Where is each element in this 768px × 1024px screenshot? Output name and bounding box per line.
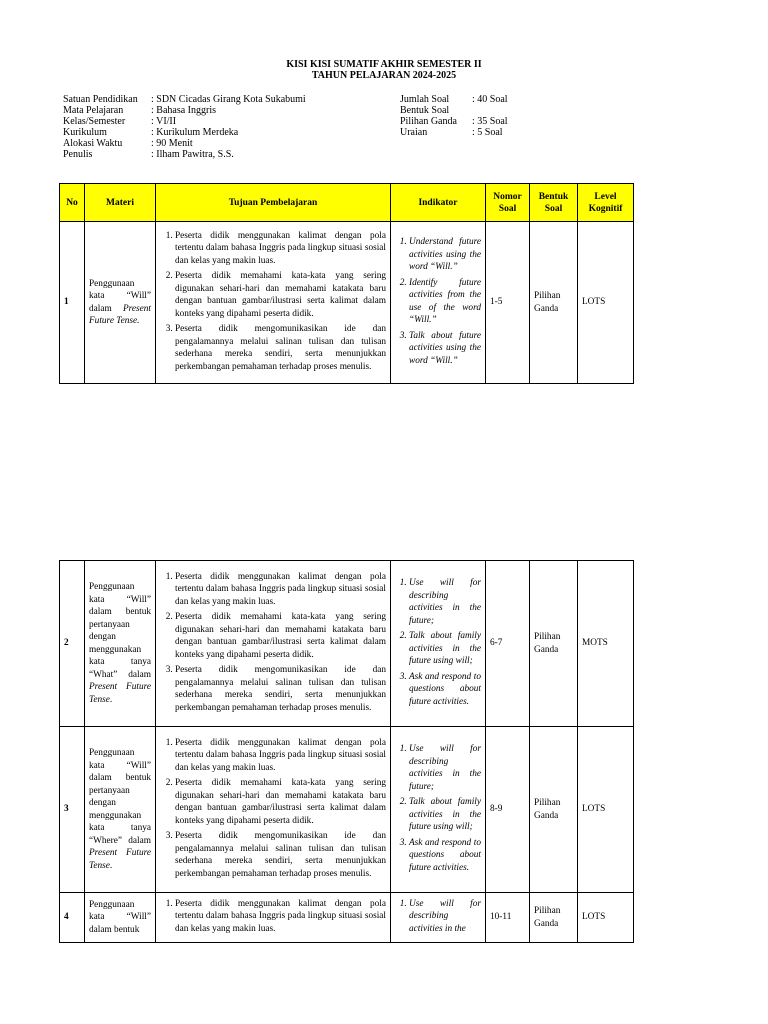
row-tujuan — [156, 561, 391, 727]
indikator-item: 2. Talk about family activities in the future using will; — [409, 630, 481, 668]
tujuan-item: 3. Peserta didik mengomunikasikan ide dan pengalamannya melalui salinan tulisan dan tulisan sederhana mereka sendiri, serta menunjukkan perkembangan pemahaman terhadap proses menulis. — [175, 664, 386, 714]
row-indikator — [391, 727, 486, 893]
row-level-kognitif: LOTS — [578, 893, 634, 943]
row-level-kognitif: LOTS — [578, 222, 634, 384]
info-label: Bentuk Soal — [400, 105, 450, 116]
tujuan-item: 3. Peserta didik mengomunikasikan ide dan pengalamannya melalui salinan tulisan dan tulisan sederhana mereka sendiri, serta menunjukkan perkembangan pemahaman terhadap proses menulis. — [175, 323, 386, 373]
row-no: 1 — [60, 222, 85, 384]
row-nomor-soal: 8-9 — [486, 727, 530, 893]
indikator-item: 2. Talk about family activities in the future using will; — [409, 796, 481, 834]
info-label: Alokasi Waktu — [63, 138, 123, 149]
row-bentuk-soal: Pilihan Ganda — [530, 222, 578, 384]
row-indikator — [391, 893, 486, 943]
info-value: : Bahasa Inggris — [151, 105, 216, 116]
info-label: Satuan Pendidikan — [63, 94, 138, 105]
table-row — [60, 561, 634, 727]
tujuan-item: 1. Peserta didik menggunakan kalimat dengan pola tertentu dalam bahasa Inggris pada lingkup situasi sosial dan kelas yang makin luas. — [175, 898, 386, 936]
info-value: : Ilham Pawitra, S.S. — [151, 149, 234, 160]
tujuan-item: 1. Peserta didik menggunakan kalimat dengan pola tertentu dalam bahasa Inggris pada lingkup situasi sosial dan kelas yang makin luas. — [175, 737, 386, 775]
indikator-item: 3. Ask and respond to questions about future activities. — [409, 837, 481, 875]
header-no: No — [60, 184, 85, 222]
row-materi: Penggunaan kata “Will” dalam bentuk — [85, 893, 156, 943]
header-nomor-soal: Nomor Soal — [486, 184, 530, 222]
indikator-item: 3. Talk about future activities using the word “Will.” — [409, 330, 481, 368]
indikator-item: 2. Identify future activities from the use of the word “Will.” — [409, 277, 481, 327]
indikator-item: 1. Understand future activities using the word “Will.” — [409, 236, 481, 274]
info-value: : 5 Soal — [472, 127, 503, 138]
info-value: : SDN Cicadas Girang Kota Sukabumi — [151, 94, 306, 105]
info-label: Jumlah Soal — [400, 94, 450, 105]
info-label: Mata Pelajaran — [63, 105, 124, 116]
document-subtitle: TAHUN PELAJARAN 2024-2025 — [311, 70, 457, 81]
row-bentuk-soal: Pilihan Ganda — [530, 727, 578, 893]
row-materi: Penggunaan kata “Will” dalam Present Future Tense. — [85, 222, 156, 384]
tujuan-item: 2. Peserta didik memahami kata-kata yang sering digunakan sehari-hari dan memahami katakata baru dengan bantuan gambar/ilustrasi serta kalimat dalam konteks yang dipahami peserta didik. — [175, 611, 386, 661]
info-value: : Kurikulum Merdeka — [151, 127, 239, 138]
row-nomor-soal: 10-11 — [486, 893, 530, 943]
row-materi: Penggunaan kata “Will” dalam bentuk pertanyaan dengan menggunakan kata tanya “What” dalam Present Future Tense. — [85, 561, 156, 727]
tujuan-item: 1. Peserta didik menggunakan kalimat dengan pola tertentu dalam bahasa Inggris pada lingkup situasi sosial dan kelas yang makin luas. — [175, 230, 386, 268]
table-header-row — [60, 184, 634, 222]
table-row — [60, 222, 634, 384]
row-tujuan — [156, 727, 391, 893]
indikator-item: 3. Ask and respond to questions about future activities. — [409, 671, 481, 709]
tujuan-item: 2. Peserta didik memahami kata-kata yang sering digunakan sehari-hari dan memahami katakata baru dengan bantuan gambar/ilustrasi serta kalimat dalam konteks yang dipahami peserta didik. — [175, 270, 386, 320]
row-bentuk-soal: Pilihan Ganda — [530, 893, 578, 943]
row-tujuan — [156, 222, 391, 384]
info-label: Pilihan Ganda — [400, 116, 457, 127]
row-bentuk-soal: Pilihan Ganda — [530, 561, 578, 727]
tujuan-item: 3. Peserta didik mengomunikasikan ide dan pengalamannya melalui salinan tulisan dan tulisan sederhana mereka sendiri, serta menunjukkan perkembangan pemahaman terhadap proses menulis. — [175, 830, 386, 880]
row-indikator — [391, 561, 486, 727]
info-value: : VI/II — [151, 116, 177, 127]
kisi-table-page1 — [59, 183, 634, 384]
indikator-item: 1. Use will for describing activities in the future; — [409, 743, 481, 793]
tujuan-item: 2. Peserta didik memahami kata-kata yang sering digunakan sehari-hari dan memahami katakata baru dengan bantuan gambar/ilustrasi serta kalimat dalam konteks yang dipahami peserta didik. — [175, 777, 386, 827]
info-value: : 90 Menit — [151, 138, 193, 149]
indikator-item: 1. Use will for describing activities in the — [409, 898, 481, 936]
row-nomor-soal: 6-7 — [486, 561, 530, 727]
table-row — [60, 893, 634, 943]
header-level-kognitif: Level Kognitif — [578, 184, 634, 222]
indikator-item: 1. Use will for describing activities in the future; — [409, 577, 481, 627]
info-value: : 40 Soal — [472, 94, 508, 105]
row-no: 4 — [60, 893, 85, 943]
tujuan-item: 1. Peserta didik menggunakan kalimat dengan pola tertentu dalam bahasa Inggris pada lingkup situasi sosial dan kelas yang makin luas. — [175, 571, 386, 609]
row-level-kognitif: LOTS — [578, 727, 634, 893]
row-no: 2 — [60, 561, 85, 727]
row-nomor-soal: 1-5 — [486, 222, 530, 384]
header-bentuk-soal: Bentuk Soal — [530, 184, 578, 222]
question-info — [400, 94, 508, 138]
kisi-table-page2 — [59, 560, 634, 943]
row-level-kognitif: MOTS — [578, 561, 634, 727]
info-label: Kelas/Semester — [63, 116, 126, 127]
row-indikator — [391, 222, 486, 384]
row-materi: Penggunaan kata “Will” dalam bentuk pertanyaan dengan menggunakan kata tanya “Where” dalam Present Future Tense. — [85, 727, 156, 893]
header-materi: Materi — [85, 184, 156, 222]
row-no: 3 — [60, 727, 85, 893]
info-label: Penulis — [63, 149, 93, 160]
table-row — [60, 727, 634, 893]
document-title: KISI KISI SUMATIF AKHIR SEMESTER II — [286, 59, 482, 70]
info-label: Uraian — [400, 127, 428, 138]
header-tujuan: Tujuan Pembelajaran — [156, 184, 391, 222]
row-tujuan — [156, 893, 391, 943]
info-value: : 35 Soal — [472, 116, 508, 127]
header-indikator: Indikator — [391, 184, 486, 222]
info-label: Kurikulum — [63, 127, 107, 138]
identity-info — [63, 94, 306, 160]
